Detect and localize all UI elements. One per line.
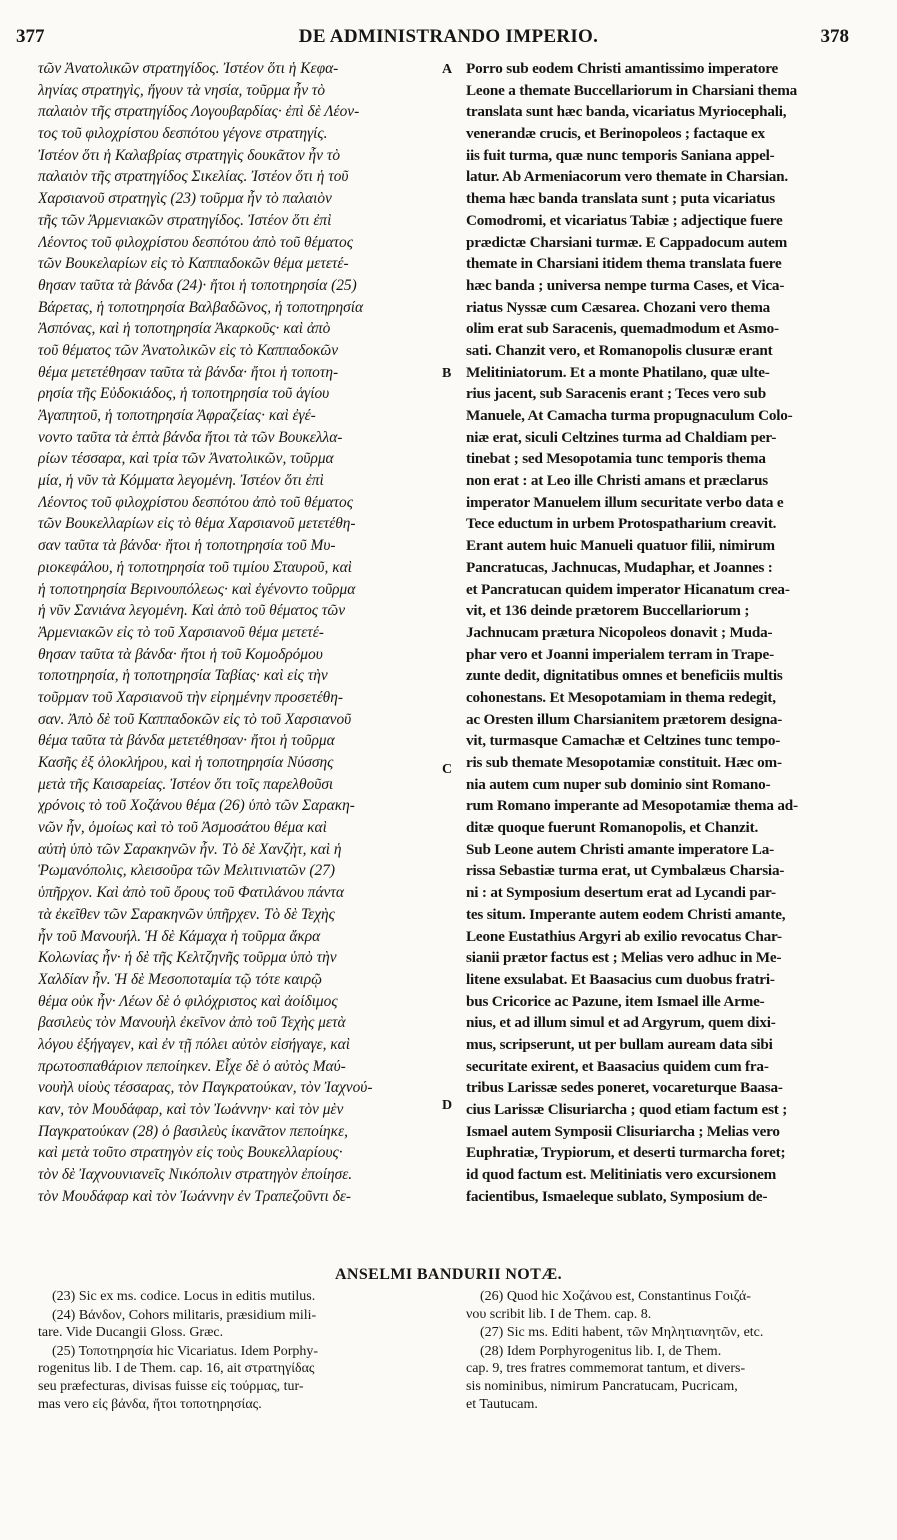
greek-text-line: τος τοῦ φιλοχρίστου δεσπότου γέγονε στρατηγίς.	[38, 125, 328, 143]
latin-text-line: rius jacent, sub Saracenis erant ; Teces vero sub	[466, 385, 766, 403]
greek-text-line: θέμα μετετέθησαν ταῦτα τὰ βάνδα· ἤτοι ἡ τοποτη-	[38, 363, 339, 381]
greek-text-line: θησαν ταῦτα τὰ βάνδα· ἤτοι ἡ τοῦ Κομοδρόμου	[38, 645, 323, 663]
latin-text-line: Ismael autem Symposii Clisuriarcha ; Melias vero	[466, 1122, 780, 1140]
latin-text-line: cohonestans. Et Mesopotamiam in thema redegit,	[466, 688, 776, 706]
greek-text-line: Παγκρατούκαν (28) ὁ βασιλεὺς ἱκανᾶτον πεποίηκε,	[38, 1122, 348, 1140]
greek-text-line: μετὰ τῆς Καισαρείας. Ἰστέον ὅτι τοῖς παρελθοῦσι	[38, 775, 334, 793]
greek-text-line: τὸν Μουδάφαρ καὶ τὸν Ἰωάννην ἐν Τραπεζοῦντι δε-	[38, 1187, 352, 1205]
footnote-line: mas vero εἰς βάνδα, ἤτοι τοποτηρησίας.	[38, 1396, 262, 1412]
latin-text-column	[466, 58, 858, 1258]
footnote-line: tare. Vide Ducangii Gloss. Græc.	[38, 1325, 224, 1341]
footnote-line: (24) Βάνδον, Cohors militaris, præsidium mili-	[52, 1307, 317, 1323]
greek-text-line: πρωτοσπαθάριον πεποίηκεν. Εἶχε δὲ ὁ αὐτὸς Μαύ-	[38, 1057, 346, 1075]
latin-text-line: Manuele, At Camacha turma propugnaculum Colo-	[466, 407, 793, 424]
greek-text-line: ληνίας στρατηγὶς, ἤγουν τὰ νησία, τοῦρμα ἦν τὸ	[38, 81, 326, 99]
greek-text-line: σαν. Ἀπὸ δὲ τοῦ Καππαδοκῶν εἰς τὸ τοῦ Χαρσιανοῦ	[38, 710, 352, 728]
greek-text-line: θησαν ταῦτα τὰ βάνδα (24)· ἤτοι ἡ τοποτηρησία (25)	[38, 276, 357, 294]
latin-text-line: thema hæc banda translata sunt ; puta vicariatus	[466, 190, 775, 208]
greek-text-line: ρησία τῆς Εὐδοκιάδος, ἡ τοποτηρησία τοῦ ἁγίου	[38, 385, 330, 403]
latin-text-line: Euphratiæ, Trypiorum, et deserti turmarcha foret;	[466, 1144, 786, 1162]
latin-text-line: niæ erat, siculi Celtzines turma ad Chaldiam per-	[466, 428, 777, 446]
greek-text-line: καὶ μετὰ τοῦτο στρατηγὸν εἰς τοὺς Βουκελλαρίους·	[38, 1144, 343, 1162]
latin-text-line: nia autem cum nuper sub dominio sint Romano-	[466, 775, 771, 793]
latin-text-line: rissa Sebastiæ turma erat, ut Cymbalæus Charsia-	[466, 862, 785, 880]
footnote	[466, 1288, 858, 1323]
greek-text-line: παλαιὸν τῆς στρατηγίδος Λογουβαρδίας· ἐπὶ δὲ Λέον-	[38, 103, 360, 121]
greek-text-line: Λέοντος τοῦ φιλοχρίστου δεσπότου ἀπὸ τοῦ θέματος	[38, 233, 353, 251]
notes-right-column	[466, 1288, 858, 1414]
latin-text-line: Melitiniatorum. Et a monte Phatilano, quæ ulte-	[466, 363, 770, 381]
footnote-line: seu præfecturas, divisas fuisse εἰς τούρμας, tur-	[38, 1378, 304, 1394]
latin-text-line: imperator Manuelem illum securitate verbo data e	[466, 493, 784, 511]
footnote	[38, 1343, 444, 1413]
latin-text-line: prædictæ Charsiani turmæ. E Cappadocum autem	[466, 233, 788, 251]
page-number-right: 378	[820, 26, 849, 47]
greek-text-line: τῆς τῶν Ἀρμενιακῶν στρατηγίδος. Ἰστέον ὅτι ἐπὶ	[38, 211, 332, 229]
footnote-line: (23) Sic ex ms. codice. Locus in editis mutilus.	[52, 1289, 316, 1304]
latin-text-line: id quod factum est. Melitiniatis vero excursionem	[466, 1166, 777, 1184]
page-number-left: 377	[16, 26, 45, 47]
margin-marker-c: C	[442, 762, 453, 777]
greek-text-line: ἡ τοποτηρησία Βερινουπόλεως· καὶ ἐγένοντο τοῦρμα	[38, 580, 356, 598]
latin-text-line: Jachnucam prætura Nicopoleos donavit ; Muda-	[466, 623, 773, 641]
greek-text-line: αὐτὴ ὑπὸ τῶν Σαρακηνῶν ἦν. Τὸ δὲ Χανζὴτ, καὶ ἡ	[38, 840, 342, 858]
greek-text-line: Κολωνίας ἦν· ἡ δὲ τῆς Κελτζηνῆς τοῦρμα ὑπὸ τὴν	[38, 949, 337, 967]
latin-text-line: facientibus, Ismaeleque sublato, Symposium de-	[466, 1187, 768, 1205]
latin-text-line: rum Romano imperante ad Mesopotamiæ thema ad-	[466, 797, 798, 815]
latin-text-line: venerandæ crucis, et Berinopoleos ; factaque ex	[466, 125, 765, 143]
footnote-line: cap. 9, tres fratres commemorat tantum, et divers-	[466, 1361, 746, 1377]
latin-text-line: ni : at Symposium desertum erat ad Lycandi par-	[466, 884, 776, 902]
latin-text-line: vit, et 136 deinde prætorem Buccellariorum ;	[466, 602, 750, 620]
footnote-line: (25) Τοποτηρησία hic Vicariatus. Idem Porphy-	[52, 1343, 319, 1359]
latin-text-line: tes situm. Imperante autem eodem Christi amante,	[466, 905, 786, 923]
latin-text-line: securitate exirent, et Baasacius quidem cum fra-	[466, 1057, 769, 1075]
greek-text-line: τῶν Βουκελαρίων εἰς τὸ Καππαδοκῶν θέμα μετετέ-	[38, 255, 349, 273]
greek-text-line: ρίων τέσσαρα, καὶ τρία τῶν Ἀνατολικῶν, τοῦρμα	[38, 450, 334, 468]
greek-text-line: τὸν δὲ Ἰαχνουνιανεῖς Νικόπολιν στρατηγὸν ἐποίησε.	[38, 1166, 353, 1184]
footnote-line: sis nominibus, nimirum Pancratucam, Pucricam,	[466, 1378, 738, 1394]
latin-text-line: riatus Nyssæ cum Cæsarea. Chozani vero thema	[466, 298, 771, 316]
latin-text-line: olim erat sub Saracenis, quemadmodum et Asmo-	[466, 320, 779, 338]
greek-text-line: σαν ταῦτα τὰ βάνδα· ἤτοι ἡ τοποτηρησία τοῦ Μυ-	[38, 537, 336, 555]
latin-text-line: cius Larissæ Clisuriarcha ; quod etiam factum est ;	[466, 1101, 788, 1118]
greek-text-line: Κασῆς ἐξ ὁλοκλήρου, καὶ ἡ τοποτηρησία Νύσσης	[38, 754, 334, 771]
footnote-line: et Tautucam.	[466, 1396, 538, 1412]
greek-text-line: τὰ ἐκεῖθεν τῶν Σαρακηνῶν ὑπῆρχεν. Τὸ δὲ Τεχὴς	[38, 905, 335, 923]
footnote	[466, 1324, 858, 1342]
latin-text-line: ris sub themate Mesopotamiæ constituit. Hæc om-	[466, 754, 782, 771]
page-header	[0, 14, 897, 54]
latin-text-line: iis fuit turma, quæ nunc temporis Saniana appel-	[466, 146, 775, 164]
greek-text-line: νῶν ἦν, ὁμοίως καὶ τὸ τοῦ Ἀσμοσάτου θέμα καὶ	[38, 819, 327, 837]
greek-text-line: ἡ νῦν Σανιάνα λεγομένη. Καὶ ἀπὸ τοῦ θέματος τῶν	[38, 602, 346, 620]
latin-text-line: bus Cricorice ac Pazune, item Ismael ille Arme-	[466, 992, 765, 1010]
latin-text-line: et Pancratucan quidem imperator Hicanatum crea-	[466, 580, 790, 598]
greek-text-line: νουὴλ υἱοὺς τέσσαρας, τὸν Παγκρατούκαν, τὸν Ἰαχνού-	[38, 1079, 373, 1097]
greek-text-line: τῶν Ἀνατολικῶν στρατηγίδος. Ἰστέον ὅτι ἡ Κεφα-	[38, 60, 339, 77]
greek-text-line: παλαιὸν τῆς στρατηγίδος Σικελίας. Ἰστέον ὅτι ἡ τοῦ	[38, 168, 349, 186]
margin-marker-d: D	[442, 1098, 453, 1113]
notes-heading: ANSELMI BANDURII NOTÆ.	[334, 1266, 563, 1283]
latin-text-line: translata sunt hæc banda, vicariatus Myriocephali,	[466, 103, 787, 121]
footnote-line: (27) Sic ms. Editi habent, τῶν Μηλητιανητῶν, etc.	[480, 1325, 764, 1341]
greek-text-line: ὑπῆρχον. Καὶ ἀπὸ τοῦ ὄρους τοῦ Φατιλάνου πάντα	[38, 884, 344, 902]
notes-left-column	[38, 1288, 444, 1414]
latin-text-line: tinebat ; sed Mesopotamia tunc temporis thema	[466, 450, 766, 468]
footnote-line: νου scribit lib. I de Them. cap. 8.	[466, 1306, 652, 1322]
greek-text-line: ριοκεφάλου, ἡ τοποτηρησία τοῦ τιμίου Σταυροῦ, καὶ	[38, 558, 352, 576]
running-head: DE ADMINISTRANDO IMPERIO.	[298, 26, 599, 47]
latin-text-line: Erant autem huic Manueli quatuor filii, nimirum	[466, 537, 775, 555]
margin-marker-a: A	[442, 62, 453, 77]
latin-text-line: zunte dedit, dignitatibus omnes et beneficiis multis	[466, 667, 783, 685]
latin-text-line: mus, scripserunt, ut per bullam auream data sibi	[466, 1035, 773, 1053]
latin-text-line: sati. Chanzit vero, et Romanopolis clusuræ erant	[466, 341, 773, 359]
latin-text-line: Comodromi, et vicariatus Tabiæ ; adjectique fuere	[466, 211, 783, 229]
latin-text-line: hæc banda ; universa nempe turma Cases, et Vica-	[466, 276, 785, 294]
latin-text-line: themate in Charsiani itidem thema translata fuere	[466, 255, 782, 273]
latin-text-line: non erat : at Leo ille Christi amans et præclarus	[466, 472, 768, 490]
latin-text-line: Pancratucas, Jachnucas, Mudaphar, et Joannes :	[466, 558, 773, 576]
footnote	[466, 1343, 858, 1413]
greek-text-line: βασιλεὺς τὸν Μανουὴλ ἐκεῖνον ἀπὸ τοῦ Τεχὴς μετὰ	[38, 1014, 346, 1032]
latin-text-line: Leone a themate Buccellariorum in Charsiani thema	[466, 81, 798, 99]
greek-text-line: τοποτηρησία, ἡ τοποτηρησία Ταβίας· καὶ εἰς τὴν	[38, 667, 328, 685]
greek-text-line: Ῥωμανόπολις, κλεισοῦρα τῶν Μελιτινιατῶν (27)	[38, 862, 335, 880]
margin-marker-b: B	[442, 366, 452, 381]
latin-text-line: sianii prætor factus est ; Melias vero adhuc in Me-	[466, 949, 782, 967]
latin-text-line: Porro sub eodem Christi amantissimo imperatore	[466, 60, 779, 77]
greek-text-line: τοῦ θέματος τῶν Ἀνατολικῶν εἰς τὸ Καππαδοκῶν	[38, 341, 339, 359]
latin-text-line: phar vero et Joanni imperialem terram in Trape-	[466, 645, 774, 663]
footnote	[38, 1307, 444, 1342]
greek-text-column	[38, 58, 444, 1258]
greek-text-line: Λέοντος τοῦ φιλοχρίστου δεσπότου ἀπὸ τοῦ θέματος	[38, 493, 353, 511]
greek-text-line: μία, ἡ νῦν τὰ Κόμματα λεγομένη. Ἰστέον ὅτι ἐπὶ	[38, 472, 324, 490]
latin-text-line: Tece eductum in urbem Protospatharium creavit.	[466, 515, 777, 533]
greek-text-line: Βάρετας, ἡ τοποτηρησία Βαλβαδῶνος, ἡ τοποτηρησία	[38, 298, 364, 316]
footnote-line: (28) Idem Porphyrogenitus lib. I, de Them.	[480, 1343, 722, 1359]
latin-text-line: ac Oresten illum Charsianitem prætorem designa-	[466, 710, 783, 728]
latin-text-line: ditæ quoque fuerunt Romanopolis, et Chanzit.	[466, 819, 759, 837]
greek-text-line: Ἀγαπητοῦ, ἡ τοποτηρησία Ἀφραζείας· καὶ ἐγέ-	[38, 407, 316, 424]
latin-text-line: litene exsulabat. Et Baasacius cum duobus fratri-	[466, 970, 775, 988]
latin-text-line: Leone Eustathius Argyri ab exilio revocatus Char-	[466, 927, 782, 945]
footnote	[38, 1288, 444, 1306]
greek-text-line: Ἀσπόνας, καὶ ἡ τοποτηρησία Ἀκαρκοῦς· καὶ ἀπὸ	[38, 320, 331, 338]
latin-text-line: Sub Leone autem Christi amante imperatore La-	[466, 840, 774, 858]
footnote-line: (26) Quod hic Χοζάνου est, Constantinus Γοιζά-	[480, 1289, 751, 1304]
greek-text-line: θέμα οὐκ ἦν· Λέων δὲ ὁ φιλόχριστος καὶ ἀοίδιμος	[38, 992, 338, 1010]
greek-text-line: Ἰστέον ὅτι ἡ Καλαβρίας στρατηγὶς δουκᾶτον ἦν τὸ	[38, 146, 341, 164]
latin-text-line: tribus Larissæ sedes poneret, vocareturque Baasa-	[466, 1079, 783, 1097]
footnote-line: rogenitus lib. I de Them. cap. 16, ait στρατηγίδας	[38, 1361, 315, 1377]
greek-text-line: Χαλδίαν ἦν. Ἡ δὲ Μεσοποταμία τῷ τότε καιρῷ	[38, 970, 322, 988]
greek-text-line: χρόνοις τὸ τοῦ Χοζάνου θέμα (26) ὑπὸ τῶν Σαρακη-	[38, 797, 355, 815]
latin-text-line: latur. Ab Armeniacorum vero themate in Charsian.	[466, 168, 788, 186]
greek-text-line: λόγου ἐξήγαγεν, καὶ ἐν τῇ πόλει αὐτὸν εἰσήγαγε, καὶ	[38, 1035, 351, 1053]
greek-text-line: τοῦρμαν τοῦ Χαρσιανοῦ τὴν εἰρημένην προσετέθη-	[38, 688, 343, 706]
greek-text-line: τῶν Βουκελλαρίων εἰς τὸ θέμα Χαρσιανοῦ μετετέθη-	[38, 515, 356, 533]
greek-text-line: νοντο ταῦτα τὰ ἑπτὰ βάνδα ἤτοι τὰ τῶν Βουκελλα-	[38, 428, 343, 446]
greek-text-line: Χαρσιανοῦ στρατηγὶς (23) τοῦρμα ἦν τὸ παλαιὸν	[38, 190, 332, 208]
greek-text-line: καν, τὸν Μουδάφαρ, καὶ τὸν Ἰωάννην· καὶ τὸν μὲν	[38, 1101, 344, 1118]
greek-text-line: θέμα ταῦτα τὰ βάνδα μετετέθησαν· ἤτοι ἡ τοῦρμα	[38, 732, 335, 750]
greek-text-line: ἦν τοῦ Μανουήλ. Ἡ δὲ Κάμαχα ἡ τοῦρμα ἄκρα	[38, 927, 321, 945]
greek-text-line: Ἀρμενιακῶν εἰς τὸ τοῦ Χαρσιανοῦ θέμα μετετέ-	[38, 623, 324, 641]
latin-text-line: nius, et ad illum simul et ad Argyrum, quem dixi-	[466, 1014, 776, 1032]
latin-text-line: vit, turmasque Camachæ et Celtzines tunc tempo-	[466, 732, 781, 750]
